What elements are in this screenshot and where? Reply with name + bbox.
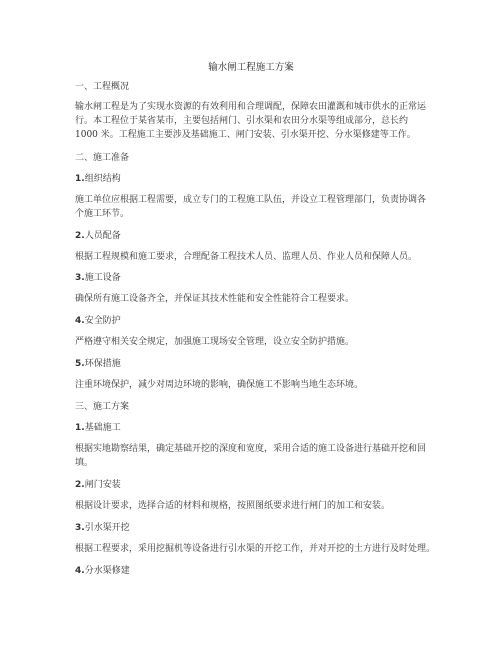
item-number: 1.	[75, 174, 85, 184]
subheading-safety	[75, 315, 121, 327]
item-label: 施工设备	[84, 273, 121, 283]
paragraph-line: 根据实地勘察结果，确定基础开挖的深度和宽度，采用合适的施工设备进行基础开挖和回	[75, 444, 427, 454]
subheading-distribution-channel	[75, 565, 130, 577]
subheading-foundation	[75, 422, 121, 434]
item-number: 2.	[75, 480, 85, 490]
item-label: 基础施工	[84, 423, 121, 433]
item-number: 1.	[75, 423, 85, 433]
subheading-environment	[75, 358, 121, 370]
paragraph-line: 输水闸工程是为了实现水资源的有效利用和合理调配，保障农田灌溉和城市供水的正常运	[75, 102, 427, 112]
paragraph-line: 1000 米。工程施工主要涉及基础施工、闸门安装、引水渠开挖、分水渠修建等工作。	[75, 130, 416, 140]
item-number: 3.	[75, 273, 85, 283]
paragraph-line: 个施工环节。	[75, 209, 130, 219]
document-title: 输水闸工程施工方案	[208, 62, 294, 73]
paragraph-line: 根据设计要求，选择合适的材料和规格，按照图纸要求进行闸门的加工和安装。	[75, 501, 391, 511]
section-heading-plan: 三、施工方案	[75, 402, 130, 412]
item-label: 引水渠开挖	[84, 523, 130, 533]
subheading-organization	[75, 173, 121, 185]
paragraph-line: 根据工程规模和施工要求，合理配备工程技术人员、监理人员、作业人员和保障人员。	[75, 252, 418, 262]
item-label: 环保措施	[84, 359, 121, 369]
paragraph-line: 行。本工程位于某省某市，主要包括闸门、引水渠和农田分水渠等组成部分，总长约	[75, 116, 409, 126]
subheading-equipment	[75, 272, 121, 284]
paragraph-line: 确保所有施工设备齐全，并保证其技术性能和安全性能符合工程要求。	[75, 294, 355, 304]
item-label: 组织结构	[84, 174, 121, 184]
paragraph-line: 严格遵守相关安全规定，加强施工现场安全管理，设立安全防护措施。	[75, 337, 355, 347]
item-label: 闸门安装	[84, 480, 121, 490]
item-number: 3.	[75, 523, 85, 533]
paragraph-line: 根据工程要求，采用挖掘机等设备进行引水渠的开挖工作，并对开挖的土方进行及时处理。	[75, 544, 436, 554]
item-number: 4.	[75, 316, 85, 326]
subheading-staffing	[75, 230, 121, 242]
subheading-intake-channel	[75, 522, 130, 534]
item-label: 安全防护	[84, 316, 121, 326]
paragraph-line: 注重环境保护，减少对周边环境的影响，确保施工不影响当地生态环境。	[75, 380, 364, 390]
paragraph-line: 填。	[75, 458, 94, 468]
item-number: 2.	[75, 231, 85, 241]
section-heading-preparation: 二、施工准备	[75, 153, 130, 163]
item-label: 人员配备	[84, 231, 121, 241]
item-label: 分水渠修建	[84, 566, 130, 576]
paragraph-line: 施工单位应根据工程需要，成立专门的工程施工队伍，并设立工程管理部门，负责协调各	[75, 195, 427, 205]
subheading-gate-installation	[75, 479, 121, 491]
item-number: 5.	[75, 359, 85, 369]
section-heading-overview: 一、工程概况	[75, 82, 130, 92]
item-number: 4.	[75, 566, 85, 576]
